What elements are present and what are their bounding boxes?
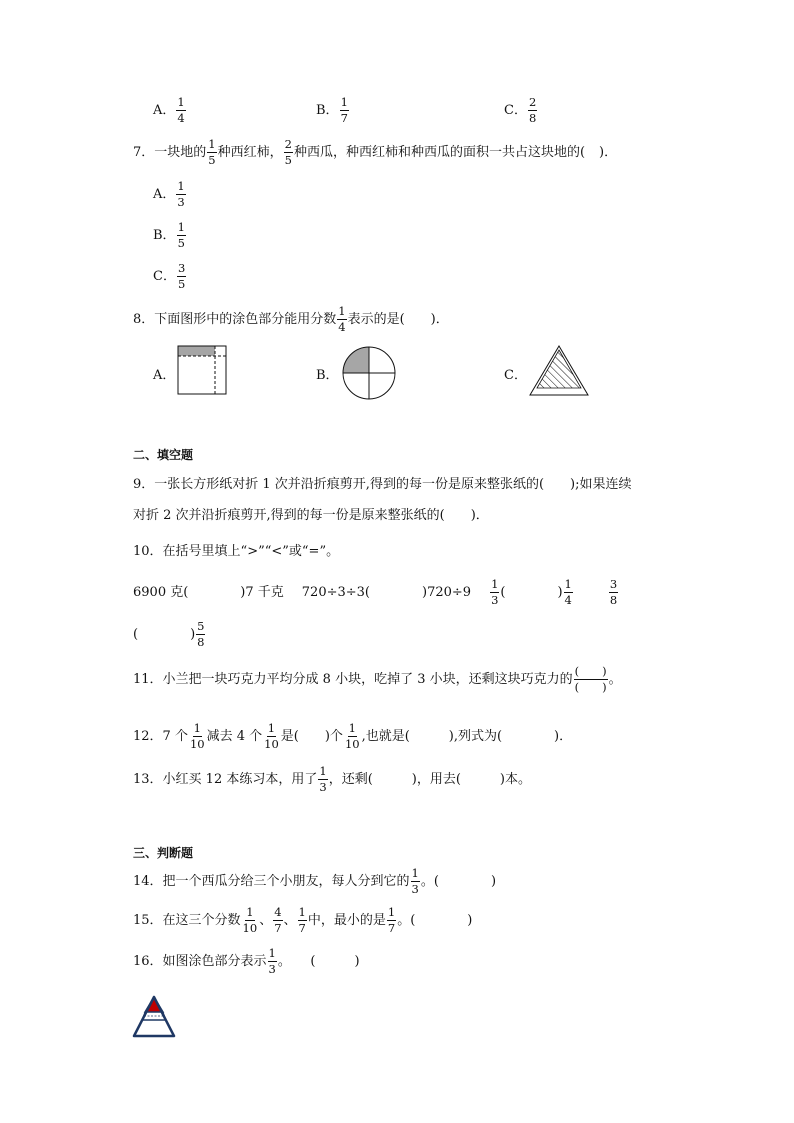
denominator: 7 (387, 921, 396, 936)
q12-text: 12．7 个 (133, 729, 188, 745)
q8-option-b-label: B． (316, 368, 339, 383)
denominator: 7 (274, 921, 282, 936)
compare-text: )720÷9 (422, 585, 472, 601)
q15-text: 、 (283, 913, 297, 929)
fraction (337, 305, 346, 334)
numerator: 5 (196, 620, 205, 635)
shaded-region (178, 346, 215, 356)
numerator: 1 (176, 96, 185, 111)
numerator: 1 (267, 722, 276, 737)
compare-text: 720÷3÷3( (301, 585, 370, 601)
numerator: 3 (609, 578, 618, 593)
question-7 (133, 138, 617, 167)
q12-text: 减去 4 个 (206, 729, 263, 745)
q8-text: 8．下面图形中的涂色部分能用分数 (133, 312, 337, 328)
numerator: 1 (268, 947, 277, 962)
q8-option-c-label: C． (504, 368, 527, 383)
q12-text: 是( )个 (280, 729, 343, 745)
question-12 (133, 722, 572, 751)
q7-text: 种西红柿， (217, 145, 283, 161)
numerator: 1 (490, 578, 499, 593)
q16-text: 。 ( ) (277, 954, 360, 970)
numerator: 1 (318, 765, 327, 780)
denominator: 4 (177, 111, 185, 126)
numerator: 1 (348, 722, 357, 737)
denominator: 7 (340, 111, 348, 126)
fraction (609, 578, 618, 607)
numerator: 1 (411, 867, 420, 882)
compare-text: ( (500, 585, 506, 601)
numerator: 1 (176, 180, 185, 195)
fraction (196, 620, 205, 649)
option-label: C． (153, 269, 176, 285)
denominator: 5 (284, 153, 292, 168)
question-8 (133, 305, 449, 334)
q13-text: ，还剩( )，用去( )本。 (328, 772, 531, 788)
q14-text: 。( ) (420, 874, 497, 890)
question-10-title: 10．在括号里填上“>”“<”或“=”。 (133, 544, 340, 559)
numerator: 1 (298, 906, 307, 921)
numerator: 1 (340, 96, 349, 111)
q7-option-a (153, 180, 187, 209)
answer-fraction-blank[interactable] (574, 665, 608, 694)
numerator: 1 (245, 906, 254, 921)
question-9-line-2: 对折 2 次并沿折痕剪开,得到的每一份是原来整张纸的( )． (133, 508, 489, 523)
denominator: 10 (264, 737, 279, 752)
numerator: 1 (193, 722, 202, 737)
numerator: 3 (177, 262, 186, 277)
numerator: 1 (207, 138, 216, 153)
q6-option-c (504, 96, 538, 125)
question-16 (133, 947, 360, 976)
q8-text: 表示的是( )． (347, 312, 449, 328)
numerator: 1 (337, 305, 346, 320)
section-title-judgement: 三、判断题 (133, 846, 194, 860)
denominator: 10 (344, 737, 360, 752)
compare-text: )7 千克 (240, 585, 284, 601)
fraction (242, 906, 259, 935)
question-11 (133, 665, 622, 694)
numerator: 1 (177, 221, 186, 236)
denominator: 7 (298, 921, 306, 936)
denominator-blank[interactable]: ( ) (574, 680, 607, 695)
fraction (189, 722, 206, 751)
denominator: 10 (242, 921, 258, 936)
fraction (177, 221, 186, 250)
fraction (344, 722, 361, 751)
fraction (284, 138, 293, 167)
fraction (490, 578, 499, 607)
question-10-row-2 (133, 620, 206, 649)
numerator: 1 (564, 578, 573, 593)
q7-option-c (153, 262, 187, 291)
q8-option-a-label: A． (153, 368, 176, 383)
denominator: 3 (319, 780, 327, 795)
q6-option-b (316, 96, 350, 125)
question-13 (133, 765, 531, 794)
fraction (176, 180, 185, 209)
fraction (268, 947, 277, 976)
question-9-line-1: 9．一张长方形纸对折 1 次并沿折痕剪开,得到的每一份是原来整张纸的( );如果连续 (133, 477, 632, 492)
q13-text: 13．小红买 12 本练习本，用了 (133, 772, 318, 788)
denominator: 5 (208, 153, 216, 168)
hatched-region (537, 350, 581, 388)
q15-text: 、 (259, 913, 273, 929)
question-14 (133, 867, 496, 896)
fraction (528, 96, 537, 125)
q15-text: 。( ) (397, 913, 473, 929)
question-15 (133, 906, 472, 935)
circle-figure (341, 345, 397, 401)
fraction (411, 867, 420, 896)
q11-text: 11．小兰把一块巧克力平均分成 8 小块，吃掉了 3 小块，还剩这块巧克力的 (133, 672, 573, 688)
compare-text: ) (190, 627, 196, 643)
denominator: 3 (411, 882, 419, 897)
compare-text: ) (557, 585, 563, 601)
numerator: 2 (528, 96, 537, 111)
q7-text: 种西瓜，种西红柿和种西瓜的面积一共占这块地的( (293, 145, 586, 161)
denominator: 4 (564, 593, 572, 608)
denominator: 3 (268, 962, 276, 977)
fraction (263, 722, 280, 751)
triangle-figure (528, 344, 590, 398)
q6-option-a (153, 96, 187, 125)
fraction (207, 138, 216, 167)
denominator: 4 (338, 320, 346, 335)
q15-text: 中，最小的是 (307, 913, 386, 929)
compare-text: ( (133, 627, 139, 643)
numerator: 4 (273, 906, 282, 921)
q7-text: 7．一块地的 (133, 145, 207, 161)
numerator: 1 (387, 906, 396, 921)
denominator: 8 (528, 111, 537, 126)
denominator: 10 (189, 737, 205, 752)
q14-text: 14．把一个西瓜分给三个小朋友，每人分到它的 (133, 874, 410, 890)
fraction (387, 906, 396, 935)
fraction (564, 578, 573, 607)
fraction (318, 765, 327, 794)
denominator: 3 (491, 593, 499, 608)
q15-text: 15．在这三个分数 (133, 913, 241, 929)
compare-text: 6900 克( (133, 585, 189, 601)
denominator: 3 (177, 195, 185, 210)
q7-text: )． (599, 145, 618, 161)
option-label: C． (504, 103, 527, 119)
fraction (176, 96, 185, 125)
question-10-row-1 (133, 578, 619, 607)
q7-option-b (153, 221, 187, 250)
denominator: 5 (177, 277, 186, 292)
q16-figure (132, 994, 176, 1040)
q11-text: 。 (608, 672, 622, 688)
numerator-blank[interactable]: ( ) (574, 665, 608, 680)
q16-text: 16．如图涂色部分表示 (133, 954, 267, 970)
option-label: A． (153, 103, 176, 119)
denominator: 5 (177, 236, 185, 251)
numerator: 2 (284, 138, 293, 153)
square-figure (177, 345, 227, 395)
option-label: B． (153, 228, 176, 244)
option-label: B． (316, 103, 339, 119)
fraction (273, 906, 282, 935)
q12-text: ,也就是( ),列式为( )． (361, 729, 573, 745)
option-label: A． (153, 187, 176, 203)
fraction (177, 262, 186, 291)
denominator: 8 (197, 635, 205, 650)
fraction (298, 906, 307, 935)
section-title-fill-in: 二、填空题 (133, 448, 194, 462)
fraction (340, 96, 349, 125)
denominator: 8 (609, 593, 618, 608)
